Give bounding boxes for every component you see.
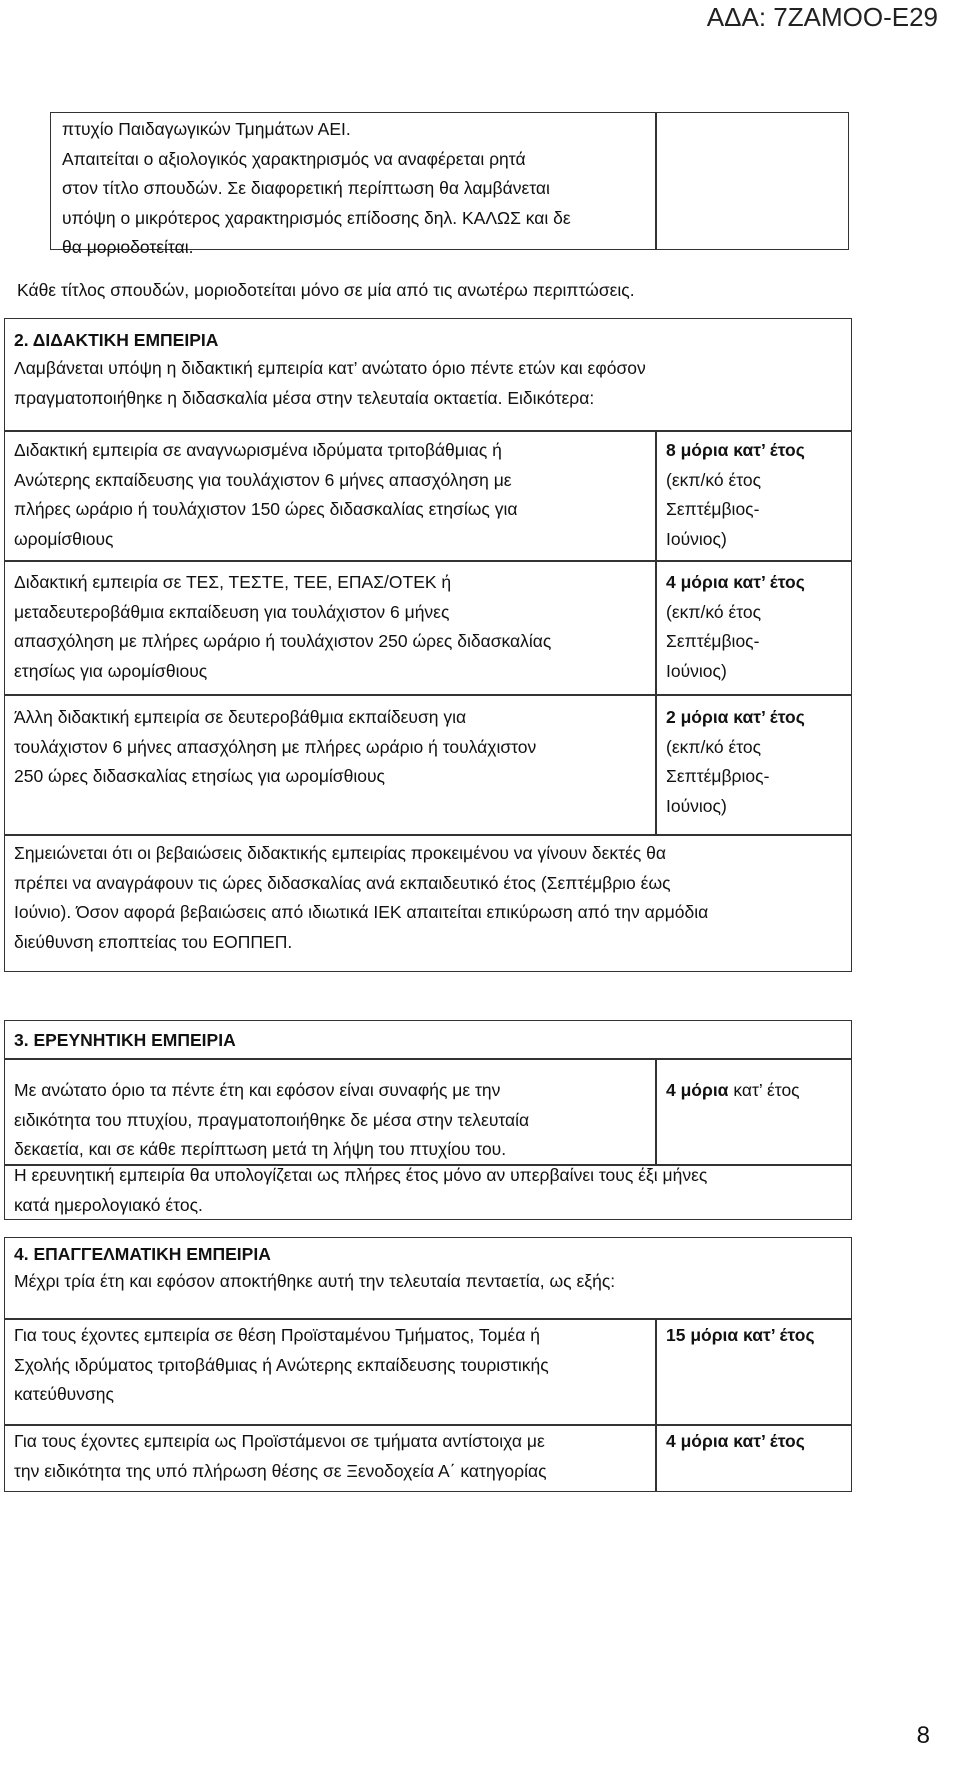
text-line: υπόψη ο μικρότερος χαρακτηρισμός επίδοσης δηλ. ΚΑΛΩΣ και δε — [62, 207, 571, 228]
professional-col-divider — [655, 1318, 657, 1492]
professional-row-text — [14, 1321, 646, 1410]
text-line: δεκαετία, και σε κάθε περίπτωση μετά τη λήψη του πτυχίου του. — [14, 1139, 507, 1159]
period-line: (εκπ/κό έτος — [666, 469, 762, 490]
points-label: 2 μόρια κατ’ έτος — [666, 707, 805, 727]
text-line: Απαιτείται ο αξιολογικός χαρακτηρισμός να αναφέρεται ρητά — [62, 148, 526, 169]
teaching-row-points — [666, 703, 846, 821]
teaching-row-points — [666, 436, 846, 554]
professional-row-line — [4, 1318, 852, 1320]
top-table-divider — [655, 112, 657, 250]
text-line: κατά ημερολογιακό έτος. — [14, 1194, 203, 1215]
period-line: (εκπ/κό έτος — [666, 601, 762, 622]
research-col-divider — [655, 1058, 657, 1164]
ada-code: ΑΔΑ: 7ΖΑΜΟΟ-Ε29 — [706, 2, 938, 32]
titles-note: Κάθε τίτλος σπουδών, μοριοδοτείται μόνο σε μία από τις ανωτέρω περιπτώσεις. — [17, 280, 635, 300]
text-line: πτυχίο Παιδαγωγικών Τμημάτων ΑΕΙ. — [62, 119, 351, 139]
points-unit: κατ’ έτος — [728, 1080, 800, 1100]
text-line: 250 ώρες διδασκαλίας ετησίως για ωρομίσθιους — [14, 766, 385, 786]
text-line: θα μοριοδοτείται. — [62, 237, 194, 257]
period-line: (εκπ/κό έτος — [666, 736, 762, 757]
professional-heading: 4. ΕΠΑΓΓΕΛΜΑΤΙΚΗ ΕΜΠΕΙΡΙΑ — [14, 1244, 271, 1264]
research-row-line — [4, 1058, 852, 1060]
professional-row-points: 4 μόρια κατ’ έτος — [666, 1431, 805, 1451]
points-label: 8 μόρια κατ’ έτος — [666, 440, 805, 460]
professional-intro: Μέχρι τρία έτη και εφόσον αποκτήθηκε αυτή την τελευταία πενταετία, ως εξής: — [14, 1271, 616, 1291]
period-line: Σεπτέμβιος- — [666, 499, 760, 519]
text-line: τουλάχιστον 6 μήνες απασχόληση με πλήρες ωράριο ή τουλάχιστον — [14, 736, 537, 757]
teaching-row-line — [4, 694, 852, 696]
text-line: Λαμβάνεται υπόψη η διδακτική εμπειρία κατ’ ανώτατο όριο πέντε ετών και εφόσον — [14, 358, 646, 378]
text-line: την ειδικότητα της υπό πλήρωση θέσης σε Ξενοδοχεία Α΄ κατηγορίας — [14, 1460, 547, 1481]
teaching-row-line — [4, 834, 852, 836]
teaching-heading: 2. ΔΙΔΑΚΤΙΚΗ ΕΜΠΕΙΡΙΑ — [14, 330, 219, 350]
research-points — [666, 1076, 846, 1106]
text-line: διεύθυνση εποπτείας του ΕΟΠΠΕΠ. — [14, 931, 293, 952]
text-line: στον τίτλο σπουδών. Σε διαφορετική περίπτωση θα λαμβάνεται — [62, 178, 550, 198]
teaching-row-text — [14, 436, 646, 554]
text-line: Άλλη διδακτική εμπειρία σε δευτεροβάθμια εκπαίδευση για — [14, 707, 467, 727]
period-line: Ιούνιος) — [666, 795, 727, 816]
points-value: 4 μόρια — [666, 1080, 729, 1100]
text-line: πραγματοποιήθηκε η διδασκαλία μέσα στην τελευταία οκταετία. Ειδικότερα: — [14, 387, 595, 408]
teaching-row-line — [4, 430, 852, 432]
text-line: Διδακτική εμπειρία σε αναγνωρισμένα ιδρύματα τριτοβάθμιας ή — [14, 440, 502, 460]
professional-row-line — [4, 1424, 852, 1426]
text-line: κατεύθυνσης — [14, 1384, 114, 1404]
text-line: Για τους έχοντες εμπειρία ως Προϊστάμενοι σε τμήματα αντίστοιχα με — [14, 1431, 545, 1451]
text-line: Διδακτική εμπειρία σε ΤΕΣ, ΤΕΣΤΕ, ΤΕΕ, ΕΠΑΣ/ΟΤΕΚ ή — [14, 572, 452, 592]
text-line: Η ερευνητική εμπειρία θα υπολογίζεται ως πλήρες έτος μόνο αν υπερβαίνει τους έξι μήνες — [14, 1165, 708, 1185]
teaching-row-line — [4, 560, 852, 562]
text-line: πλήρες ωράριο ή τουλάχιστον 150 ώρες διδασκαλίας ετησίως για — [14, 499, 518, 519]
teaching-row-text — [14, 703, 646, 792]
text-line: Σχολής ιδρύματος τριτοβάθμιας ή Ανώτερης εκπαίδευσης τουριστικής — [14, 1354, 549, 1375]
teaching-row-points — [666, 568, 846, 686]
teaching-row-text — [14, 568, 646, 686]
period-line: Σεπτέμβριος- — [666, 766, 770, 786]
teaching-note — [14, 839, 840, 957]
text-line: ετησίως για ωρομίσθιους — [14, 660, 208, 681]
teaching-intro — [14, 354, 840, 413]
text-line: Ανώτερης εκπαίδευσης για τουλάχιστον 6 μήνες απασχόληση με — [14, 469, 512, 490]
points-label: 4 μόρια κατ’ έτος — [666, 572, 805, 592]
period-line: Ιούνιος) — [666, 528, 727, 549]
text-line: απασχόληση με πλήρες ωράριο ή τουλάχιστον 250 ώρες διδασκαλίας — [14, 631, 552, 651]
text-line: Ιούνιο). Όσον αφορά βεβαιώσεις από ιδιωτικά ΙΕΚ απαιτείται επικύρωση από την αρμόδια — [14, 902, 709, 922]
text-line: Με ανώτατο όριο τα πέντε έτη και εφόσον είναι συναφής με την — [14, 1080, 501, 1100]
page-number: 8 — [916, 1722, 930, 1749]
research-note — [14, 1161, 840, 1220]
text-line: Σημειώνεται ότι οι βεβαιώσεις διδακτικής εμπειρίας προκειμένου να γίνουν δεκτές θα — [14, 843, 666, 863]
professional-row-text — [14, 1427, 646, 1486]
period-line: Ιούνιος) — [666, 660, 727, 681]
teaching-col-divider — [655, 430, 657, 835]
research-heading: 3. ΕΡΕΥΝΗΤΙΚΗ ΕΜΠΕΙΡΙΑ — [14, 1030, 236, 1050]
text-line: Για τους έχοντες εμπειρία σε θέση Προϊσταμένου Τμήματος, Τομέα ή — [14, 1325, 540, 1345]
research-text — [14, 1076, 646, 1165]
top-cell-text — [62, 115, 647, 263]
text-line: ειδικότητα του πτυχίου, πραγματοποιήθηκε δε μέσα στην τελευταία — [14, 1109, 530, 1130]
text-line: ωρομίσθιους — [14, 528, 114, 549]
text-line: μεταδευτεροβάθμια εκπαίδευση για τουλάχιστον 6 μήνες — [14, 601, 450, 622]
professional-row-points: 15 μόρια κατ’ έτος — [666, 1325, 815, 1345]
period-line: Σεπτέμβιος- — [666, 631, 760, 651]
text-line: πρέπει να αναγράφουν τις ώρες διδασκαλίας ανά εκπαιδευτικό έτος (Σεπτέμβριο έως — [14, 872, 671, 893]
